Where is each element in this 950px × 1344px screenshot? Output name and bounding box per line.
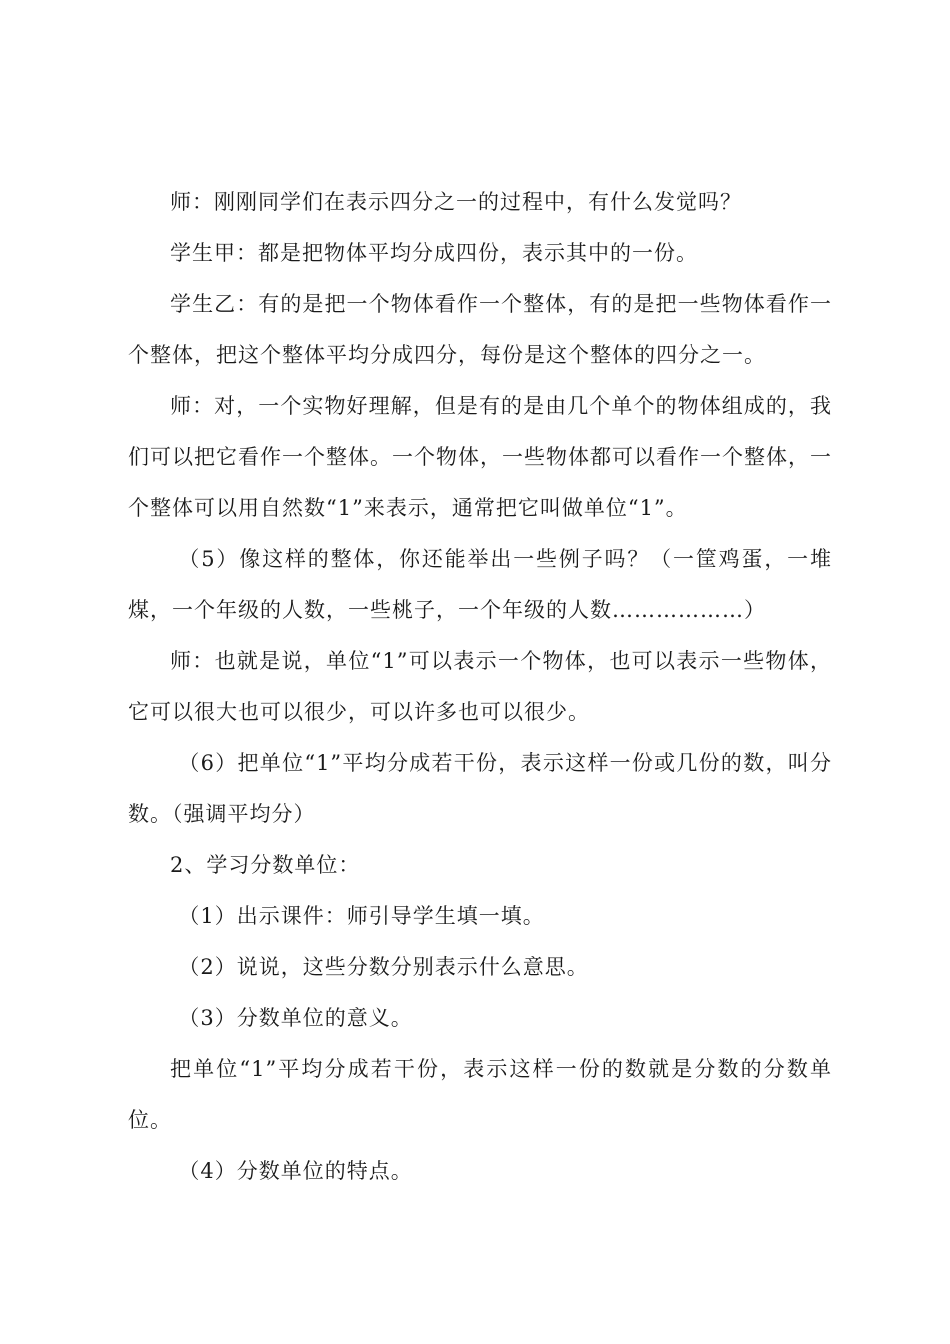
paragraph-student-b: 学生乙：有的是把一个物体看作一个整体，有的是把一些物体看作一个整体，把这个整体平均分成四分，每份是这个整体的四分之一。 bbox=[128, 292, 832, 367]
paragraph-step-2: （2）说说，这些分数分别表示什么意思。 bbox=[178, 955, 589, 979]
paragraph-step-4: （4）分数单位的特点。 bbox=[178, 1159, 413, 1183]
paragraph-student-a: 学生甲：都是把物体平均分成四份，表示其中的一份。 bbox=[170, 241, 698, 265]
paragraph-item-5: （5）像这样的整体，你还能举出一些例子吗？（一筐鸡蛋，一堆煤，一个年级的人数，一些桃子，一个年级的人数………………） bbox=[128, 547, 832, 622]
paragraph-step-3: （3）分数单位的意义。 bbox=[178, 1006, 413, 1030]
paragraph-teacher-question: 师：刚刚同学们在表示四分之一的过程中，有什么发觉吗？ bbox=[170, 190, 742, 214]
paragraph-item-6: （6）把单位“1”平均分成若干份，表示这样一份或几份的数，叫分数。（强调平均分） bbox=[128, 751, 832, 826]
section-heading-fraction-unit: 2、学习分数单位： bbox=[170, 853, 361, 877]
paragraph-teacher-explanation: 师：对，一个实物好理解，但是有的是由几个单个的物体组成的，我们可以把它看作一个整体。一个物体，一些物体都可以看作一个整体，一个整体可以用自然数“1”来表示，通常把它叫做单位“1”。 bbox=[128, 394, 832, 520]
paragraph-definition: 把单位“1”平均分成若干份，表示这样一份的数就是分数的分数单位。 bbox=[128, 1057, 832, 1132]
paragraph-teacher-summary: 师：也就是说，单位“1”可以表示一个物体，也可以表示一些物体，它可以很大也可以很少，可以许多也可以很少。 bbox=[128, 649, 832, 724]
document-body bbox=[128, 177, 832, 1197]
paragraph-step-1: （1）出示课件：师引导学生填一填。 bbox=[178, 904, 545, 928]
